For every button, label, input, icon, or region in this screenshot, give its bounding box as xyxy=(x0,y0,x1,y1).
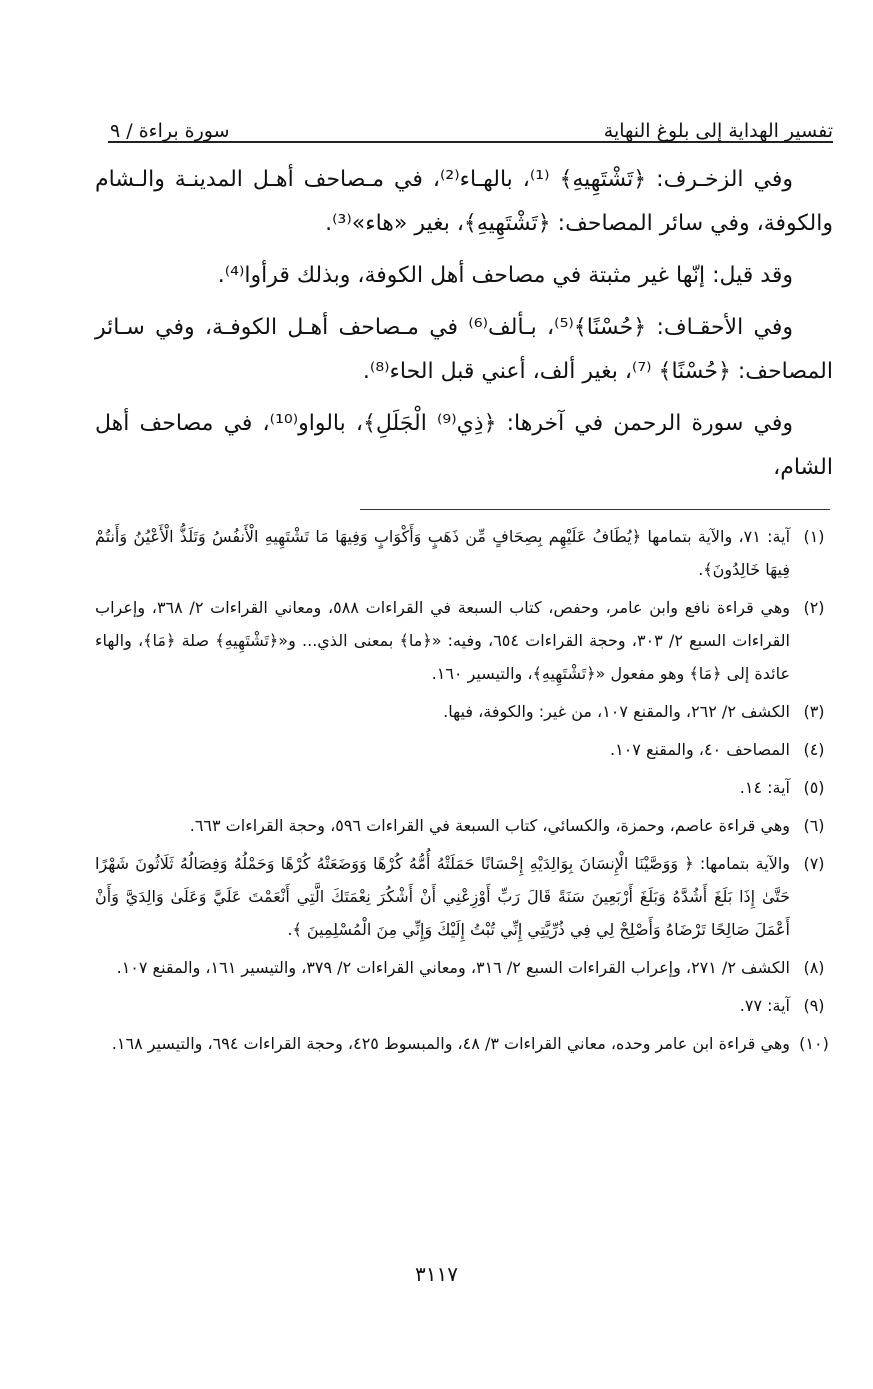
footnote xyxy=(95,951,838,984)
header-rule xyxy=(108,141,833,143)
footnote-text: الكشف ٢/ ٢٧١، وإعراب القراءات السبع ٢/ ٣١٦، ومعاني القراءات ٢/ ٣٧٩، والتيسير ١٦١، والمقنع ١٠٧. xyxy=(116,958,790,977)
footnote-number: (٩) xyxy=(803,996,825,1015)
footnote xyxy=(95,591,838,690)
footnote xyxy=(95,520,838,586)
paragraph: وقد قيل: إنّها غير مثبتة في مصاحف أهل الكوفة، وبذلك قرأوا⁽⁴⁾. xyxy=(217,263,793,288)
footnote-number: (٦) xyxy=(803,816,825,835)
page-number: ٣١١٧ xyxy=(415,1262,458,1286)
paragraph: وفي سورة الرحمن في آخرها: ﴿ذِي⁽⁹⁾ الْجَلَلِ﴾، بالواو⁽¹⁰⁾، في مصاحف أهل الشام، xyxy=(95,411,833,480)
footnote-number: (٢) xyxy=(803,598,825,617)
footnote-text: آية: ٧١، والآية بتمامها ﴿يُطَافُ عَلَيْهِم بِصِحَافٍ مِّن ذَهَبٍ وَأَكْوَابٍ وَفِيهَا مَا تَشْتَهِيهِ الْأَنفُسُ وَتَلَذُّ الْأَعْيُنُ وَأَنتُمْ فِيهَا خَالِدُونَ﴾. xyxy=(95,527,791,579)
footnote-number: (٥) xyxy=(803,778,825,797)
footnote xyxy=(95,695,838,728)
footnote-text: آية: ٧٧. xyxy=(739,996,790,1015)
paragraph: وفي الأحقـاف: ﴿حُسْنًا﴾⁽⁵⁾، بـألف⁽⁶⁾ في مـصاحف أهـل الكوفـة، وفي سـائر المصاحف: ﴿حُسْنًا﴾ ⁽⁷⁾، بغير ألف، أعني قبل الحاء⁽⁸⁾. xyxy=(95,315,833,384)
footnote xyxy=(95,847,838,946)
footnote-text: الكشف ٢/ ٢٦٢، والمقنع ١٠٧، من غير: والكوفة، فيها. xyxy=(443,702,790,721)
running-header xyxy=(110,98,833,142)
footnote xyxy=(95,809,838,842)
footnote-text: وهي قراءة ابن عامر وحده، معاني القراءات ٣/ ٤٨، والمبسوط ٤٢٥، وحجة القراءات ٦٩٤، والتيسير ١٦٨. xyxy=(111,1034,790,1053)
surah-label: سورة براءة / ٩ xyxy=(110,120,230,142)
footnote-number: (٤) xyxy=(803,740,825,759)
footnote-text: وهي قراءة عاصم، وحمزة، والكسائي، كتاب السبعة في القراءات ٥٩٦، وحجة القراءات ٦٦٣. xyxy=(189,816,790,835)
main-text xyxy=(95,158,833,498)
footnotes xyxy=(95,520,838,1065)
book-title: تفسير الهداية إلى بلوغ النهاية xyxy=(603,120,833,142)
paragraph: وفي الزخـرف: ﴿تَشْتَهِيهِ﴾ ⁽¹⁾، بالهـاء⁽²⁾، في مـصاحف أهـل المدينـة والـشام والكوفة، وفي سائر المصاحف: ﴿تَشْتَهِيهِ﴾، بغير «هاء»⁽³⁾. xyxy=(95,167,833,236)
footnote xyxy=(95,771,838,804)
footnote-number: (١٠) xyxy=(799,1034,829,1053)
footnote xyxy=(95,1027,838,1060)
footnote-number: (٧) xyxy=(803,854,825,873)
footnote xyxy=(95,733,838,766)
footnote-number: (٣) xyxy=(803,702,825,721)
footnote-separator xyxy=(360,509,830,510)
footnote-text: وهي قراءة نافع وابن عامر، وحفص، كتاب السبعة في القراءات ٥٨٨، ومعاني القراءات ٢/ ٣٦٨، وإعراب القراءات السبع ٢/ ٣٠٣، وحجة القراءات ٦٥٤، وفيه: «﴿ما﴾ بمعنى الذي... و«﴿تَشْتَهِيهِ﴾ صلة ﴿مَا﴾، والهاء عائدة إلى ﴿مَا﴾ وهو مفعول «﴿تَشْتَهِيهِ﴾، والتيسير ١٦٠. xyxy=(95,598,790,683)
footnote-text: والآية بتمامها: ﴿ وَوَصَّيْنَا الْإِنسَانَ بِوَالِدَيْهِ إِحْسَانًا حَمَلَتْهُ أُمُّهُ كُرْهًا وَوَضَعَتْهُ كُرْهًا وَحَمْلُهُ وَفِصَالُهُ ثَلَاثُونَ شَهْرًا حَتَّىٰ إِذَا بَلَغَ أَشُدَّهُ وَبَلَغَ أَرْبَعِينَ سَنَةً قَالَ رَبِّ أَوْزِعْنِي أَنْ أَشْكُرَ نِعْمَتَكَ الَّتِي أَنْعَمْتَ عَلَيَّ وَعَلَىٰ وَالِدَيَّ وَأَنْ أَعْمَلَ صَالِحًا تَرْضَاهُ وَأَصْلِحْ لِي فِي ذُرِّيَّتِي إِنِّي تُبْتُ إِلَيْكَ وَإِنِّي مِنَ الْمُسْلِمِينَ ﴾. xyxy=(95,854,790,939)
footnote-number: (٨) xyxy=(803,958,825,977)
footnote xyxy=(95,989,838,1022)
footnote-text: المصاحف ٤٠، والمقنع ١٠٧. xyxy=(610,740,790,759)
footnote-text: آية: ١٤. xyxy=(739,778,790,797)
footnote-number: (١) xyxy=(803,527,825,546)
